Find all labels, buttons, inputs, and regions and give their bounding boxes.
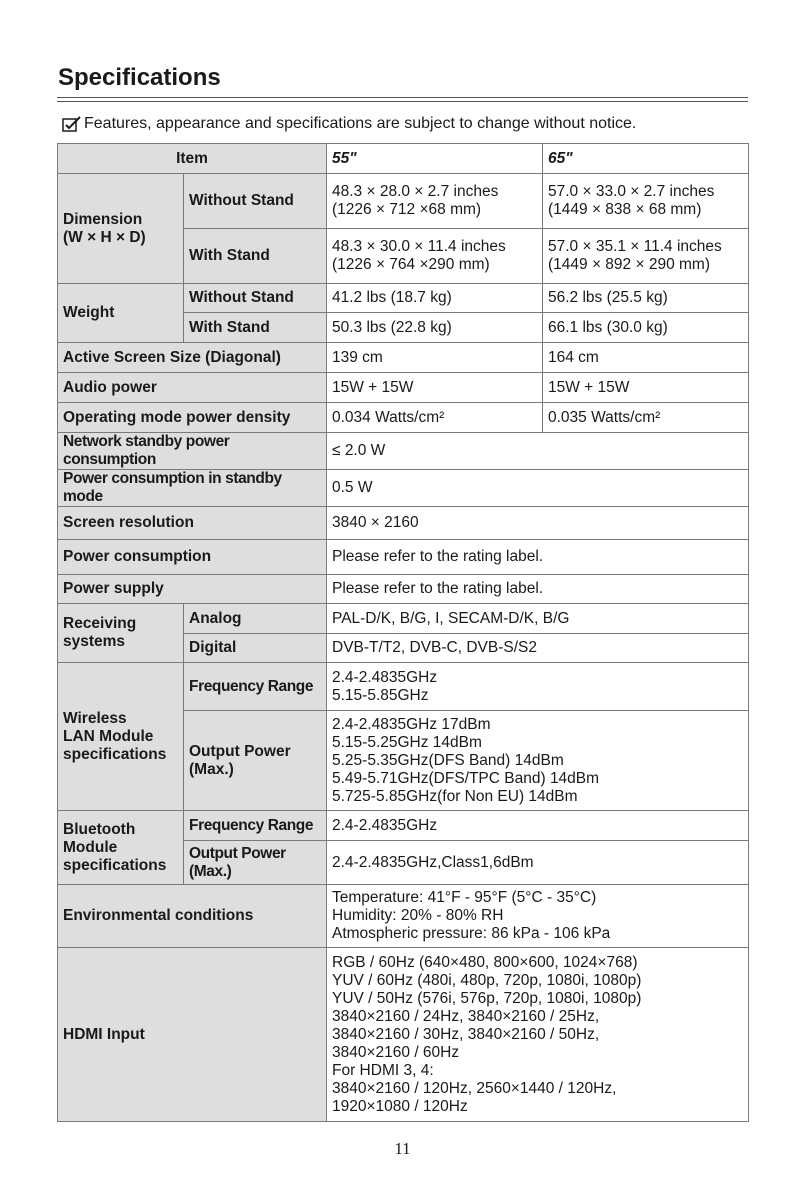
row-label-power-supply: Power supply: [58, 575, 327, 604]
cell-value: 48.3 × 30.0 × 11.4 inches (1226 × 764 ×290 mm): [327, 229, 543, 284]
cell-value: 48.3 × 28.0 × 2.7 inches (1226 × 712 ×68 mm): [327, 174, 543, 229]
row-label-receiving: Receiving systems: [58, 604, 184, 663]
row-label-audio-power: Audio power: [58, 373, 327, 403]
row-label-op-power-density: Operating mode power density: [58, 403, 327, 433]
specifications-table: [57, 143, 749, 1122]
cell-value: RGB / 60Hz (640×480, 800×600, 1024×768) YUV / 60Hz (480i, 480p, 720p, 1080i, 1080p) YUV / 50Hz (576i, 576p, 720p, 1080i, 1080p) 3840×2160 / 24Hz, 3840×2160 / 25Hz, 3840×2160 / 30Hz, 3840×2160 / 50Hz, 3840×2160 / 60Hz For HDMI 3, 4: 3840×2160 / 120Hz, 2560×1440 / 120Hz, 1920×1080 / 120Hz: [327, 948, 749, 1122]
sub-label-digital: Digital: [184, 634, 327, 663]
table-row: [58, 343, 749, 373]
sub-label-output-power: Output Power (Max.): [184, 711, 327, 811]
cell-value: 41.2 lbs (18.7 kg): [327, 284, 543, 313]
header-65: 65": [543, 144, 749, 174]
page-title: Specifications: [58, 64, 221, 91]
row-label-wireless: Wireless LAN Module specifications: [58, 663, 184, 811]
cell-value: 2.4-2.4835GHz: [327, 811, 749, 841]
sub-label-frequency-range: Frequency Range: [184, 811, 327, 841]
table-row: [58, 948, 749, 1122]
table-row: [58, 403, 749, 433]
cell-value: PAL-D/K, B/G, I, SECAM-D/K, B/G: [327, 604, 749, 634]
cell-value: Please refer to the rating label.: [327, 540, 749, 575]
table-row: [58, 470, 749, 507]
sub-label-frequency-range: Frequency Range: [184, 663, 327, 711]
cell-value: Please refer to the rating label.: [327, 575, 749, 604]
table-row: [58, 811, 749, 841]
row-label-power-consumption: Power consumption: [58, 540, 327, 575]
checkbox-check-icon: [62, 116, 82, 133]
row-label-screen-resolution: Screen resolution: [58, 507, 327, 540]
row-label-standby-mode: Power consumption in standby mode: [58, 470, 327, 507]
table-row: [58, 174, 749, 229]
sub-label-without-stand: Without Stand: [184, 174, 327, 229]
cell-value: 15W + 15W: [543, 373, 749, 403]
cell-value: 0.035 Watts/cm²: [543, 403, 749, 433]
title-rule-top: [57, 97, 748, 98]
cell-value: 0.5 W: [327, 470, 749, 507]
page-number: 11: [394, 1139, 411, 1158]
cell-value: 139 cm: [327, 343, 543, 373]
table-header-row: [58, 144, 749, 174]
cell-value: 15W + 15W: [327, 373, 543, 403]
header-item: Item: [58, 144, 327, 174]
row-label-bluetooth: Bluetooth Module specifications: [58, 811, 184, 885]
notice-line: [62, 115, 636, 133]
sub-label-analog: Analog: [184, 604, 327, 634]
cell-value: 164 cm: [543, 343, 749, 373]
table-row: [58, 663, 749, 711]
row-label-hdmi: HDMI Input: [58, 948, 327, 1122]
sub-label-output-power-max: Output Power (Max.): [184, 841, 327, 885]
row-label-dimension: Dimension (W × H × D): [58, 174, 184, 284]
table-row: [58, 284, 749, 313]
cell-value: 3840 × 2160: [327, 507, 749, 540]
cell-value: ≤ 2.0 W: [327, 433, 749, 470]
row-label-weight: Weight: [58, 284, 184, 343]
row-label-environmental: Environmental conditions: [58, 885, 327, 948]
table-row: [58, 433, 749, 470]
cell-value: DVB-T/T2, DVB-C, DVB-S/S2: [327, 634, 749, 663]
sub-label-with-stand: With Stand: [184, 313, 327, 343]
row-label-active-screen: Active Screen Size (Diagonal): [58, 343, 327, 373]
cell-value: 66.1 lbs (30.0 kg): [543, 313, 749, 343]
table-row: [58, 604, 749, 634]
cell-value: 56.2 lbs (25.5 kg): [543, 284, 749, 313]
cell-value: 2.4-2.4835GHz 17dBm 5.15-5.25GHz 14dBm 5.25-5.35GHz(DFS Band) 14dBm 5.49-5.71GHz(DFS/TPC Band) 14dBm 5.725-5.85GHz(for Non EU) 14dBm: [327, 711, 749, 811]
header-55: 55": [327, 144, 543, 174]
cell-value: 57.0 × 35.1 × 11.4 inches (1449 × 892 × 290 mm): [543, 229, 749, 284]
title-rule-bottom: [57, 101, 748, 102]
cell-value: 50.3 lbs (22.8 kg): [327, 313, 543, 343]
table-row: [58, 373, 749, 403]
sub-label-without-stand: Without Stand: [184, 284, 327, 313]
sub-label-with-stand: With Stand: [184, 229, 327, 284]
cell-value: 0.034 Watts/cm²: [327, 403, 543, 433]
cell-value: Temperature: 41°F - 95°F (5°C - 35°C) Humidity: 20% - 80% RH Atmospheric pressure: 86 kPa - 106 kPa: [327, 885, 749, 948]
cell-value: 57.0 × 33.0 × 2.7 inches (1449 × 838 × 68 mm): [543, 174, 749, 229]
table-row: [58, 540, 749, 575]
table-row: [58, 575, 749, 604]
notice-text: Features, appearance and specifications are subject to change without notice.: [84, 115, 637, 132]
cell-value: 2.4-2.4835GHz,Class1,6dBm: [327, 841, 749, 885]
cell-value: 2.4-2.4835GHz 5.15-5.85GHz: [327, 663, 749, 711]
row-label-network-standby: Network standby power consumption: [58, 433, 327, 470]
table-row: [58, 507, 749, 540]
table-row: [58, 885, 749, 948]
